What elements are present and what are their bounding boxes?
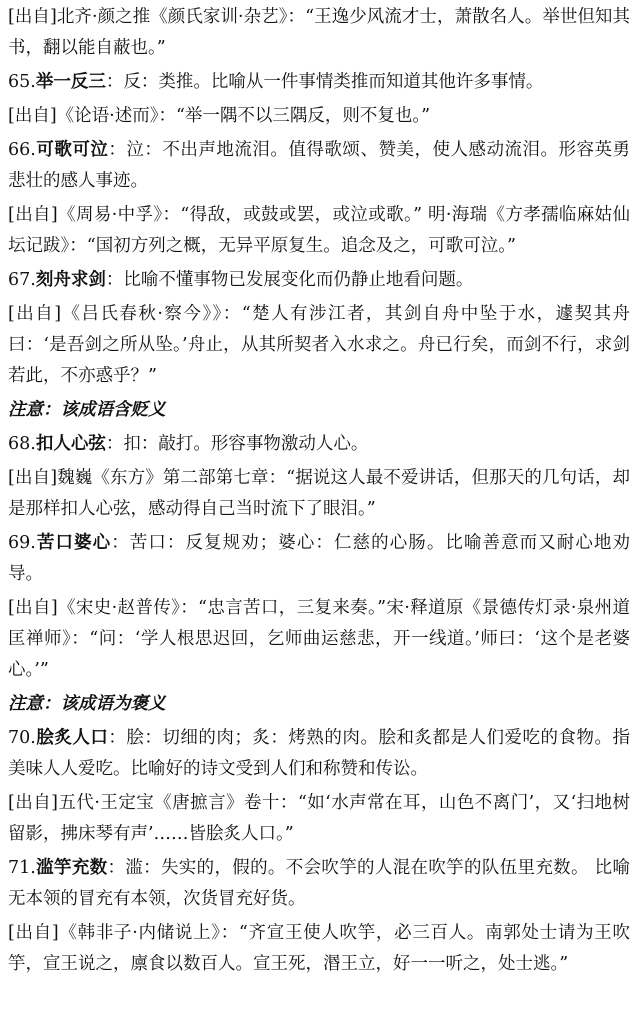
idiom-definition: ：泣：不出声地流泪。值得歌颂、赞美，使人感动流泪。形容英勇悲壮的感人事迹。	[8, 140, 631, 191]
idiom-entry-65	[8, 67, 630, 98]
entry-number: 67.	[8, 270, 36, 290]
source-paragraph: [出自]北齐·颜之推《颜氏家训·杂艺》：“王逸少风流才士，萧散名人。举世但知其书，翻以能自蔽也。”	[8, 7, 630, 58]
idiom-term: 举一反三	[35, 72, 106, 92]
usage-note: 注意：该成语含贬义	[8, 400, 166, 420]
idiom-definition: ：反：类推。比喻从一件事情类推而知道其他许多事情。	[105, 72, 544, 92]
idiom-definition: ：扣：敲打。形容事物激动人心。	[105, 434, 369, 454]
source-paragraph: [出自]魏巍《东方》第二部第七章：“据说这人最不爱讲话，但那天的几句话，却是那样扣人心弦，感动得自己当时流下了眼泪。”	[8, 468, 630, 519]
idiom-entry-66	[8, 135, 630, 197]
source-paragraph: [出自]《吕氏春秋·察今》》：“楚人有涉江者，其剑自舟中坠于水，遽契其舟曰：‘是吾剑之所从坠。’舟止，从其所契者入水求之。舟已行矣，而剑不行，求剑若此，不亦惑乎？”	[8, 304, 630, 386]
idiom-term: 脍炙人口	[35, 728, 109, 748]
entry-number: 70.	[8, 728, 36, 748]
entry-number: 66.	[8, 140, 36, 160]
idiom-term: 苦口婆心	[35, 533, 112, 553]
source-paragraph: [出自]五代·王定宝《唐摭言》卷十：“如‘水声常在耳，山色不离门’，又‘扫地树留影，拂床琴有声’……皆脍炙人口。”	[8, 793, 630, 844]
idiom-entry-68	[8, 429, 630, 460]
idiom-definition: ：滥：失实的，假的。不会吹竽的人混在吹竽的队伍里充数。 比喻无本领的冒充有本领，次货冒充好货。	[8, 858, 631, 909]
usage-note: 注意：该成语为褒义	[8, 694, 166, 714]
idiom-term: 可歌可泣	[35, 140, 109, 160]
idiom-definition: ：脍：切细的肉；炙：烤熟的肉。脍和炙都是人们爱吃的食物。指美味人人爱吃。比喻好的诗文受到人们和称赞和传讼。	[8, 728, 631, 779]
entry-number: 65.	[8, 72, 36, 92]
idiom-entry-67	[8, 265, 630, 296]
idiom-definition: ：苦口：反复规劝；婆心：仁慈的心肠。比喻善意而又耐心地劝导。	[8, 533, 631, 584]
entry-number: 69.	[8, 533, 36, 553]
idiom-entry-71	[8, 853, 630, 915]
source-paragraph: [出自]《宋史·赵普传》：“忠言苦口，三复来奏。”宋·释道原《景德传灯录·泉州道匡禅师》：“问：‘学人根思迟回，乞师曲运慈悲，开一线道。’师曰：‘这个是老婆心。’”	[8, 598, 630, 680]
entry-number: 71.	[8, 858, 36, 878]
idiom-entry-69	[8, 528, 630, 590]
source-paragraph: [出自]《论语·述而》：“举一隅不以三隅反，则不复也。”	[8, 106, 431, 126]
idiom-entry-70	[8, 723, 630, 785]
idiom-term: 扣人心弦	[35, 434, 106, 454]
idiom-term: 刻舟求剑	[35, 270, 106, 290]
source-paragraph: [出自]《周易·中孚》：“得敌，或鼓或罢，或泣或歌。” 明·海瑞《方孝孺临麻姑仙坛记跋》：“国初方列之概，无异平原复生。追念及之，可歌可泣。”	[8, 205, 630, 256]
source-paragraph: [出自]《韩非子·内储说上》：“齐宣王使人吹竽，必三百人。南郭处士请为王吹竽，宣王说之，廪食以数百人。宣王死，湣王立，好一一听之，处士逃。”	[8, 923, 630, 974]
entry-number: 68.	[8, 434, 36, 454]
idiom-definition: ：比喻不懂事物已发展变化而仍静止地看问题。	[105, 270, 474, 290]
idiom-term: 滥竽充数	[35, 858, 108, 878]
